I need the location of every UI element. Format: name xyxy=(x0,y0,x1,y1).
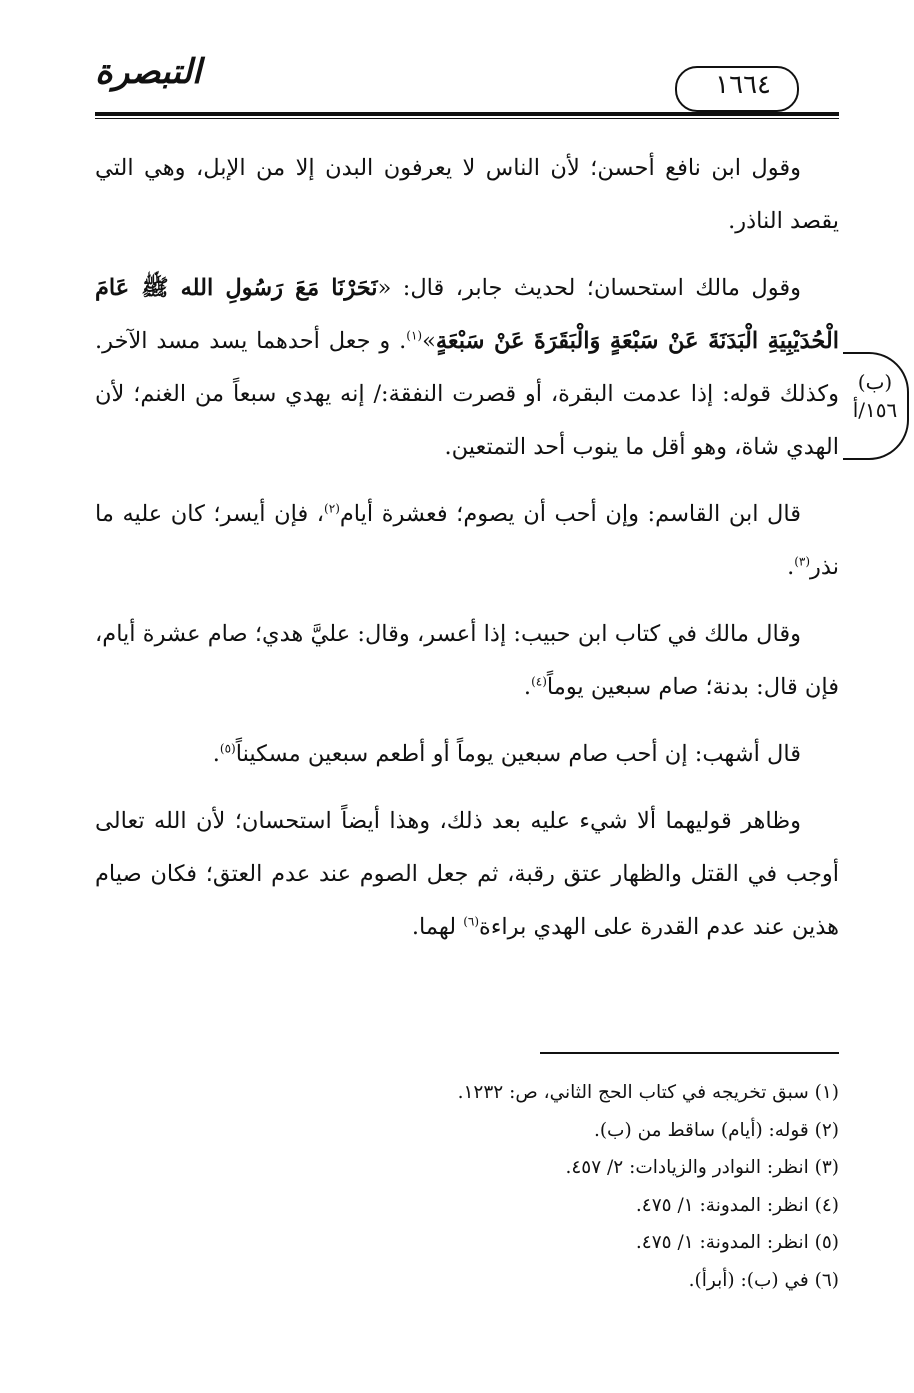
footnote-ref-1[interactable]: (١) xyxy=(406,328,423,343)
page-header xyxy=(95,48,839,120)
footnote-ref-4[interactable]: (٤) xyxy=(531,674,547,689)
margin-note-folio: ١٥٦/أ xyxy=(852,398,898,422)
footnote-ref-3[interactable]: (٣) xyxy=(794,554,811,569)
main-text xyxy=(95,142,839,968)
header-rule xyxy=(95,112,839,116)
paragraph-2-intro: وقول مالك استحسان؛ لحديث جابر، قال: « xyxy=(377,275,801,301)
paragraph-6 xyxy=(95,795,839,954)
header-rule-thin xyxy=(95,118,839,119)
page-number: ١٦٦٤ xyxy=(709,70,777,100)
paragraph-6-end: لهما. xyxy=(411,914,464,940)
paragraph-4-text: وقال مالك في كتاب ابن حبيب: إذا أعسر، وقال: عليَّ هدي؛ صام عشرة أيام، فإن قال: بدنة؛ صام سبعين يوماً xyxy=(95,621,839,700)
paragraph-3-end: . xyxy=(787,554,795,580)
footnote-separator xyxy=(540,1052,839,1054)
hadith-quote: نَحَرْنَا مَعَ رَسُولِ الله ﷺ عَامَ الْحُدَيْبِيَةِ الْبَدَنَةَ عَنْ سَبْعَةٍ وَالْبَقَرَةَ عَنْ سَبْعَةٍ xyxy=(95,275,839,354)
paragraph-5 xyxy=(95,728,839,781)
footnote-4: (٤) انظر: المدونة: ١/ ٤٧٥. xyxy=(635,1194,839,1216)
footnotes xyxy=(95,1074,839,1299)
quote-close: » xyxy=(422,328,436,354)
paragraph-4 xyxy=(95,608,839,714)
footnote-1: (١) سبق تخريجه في كتاب الحج الثاني، ص: ١٢٣٢. xyxy=(457,1082,839,1103)
footnote-3: (٣) انظر: النوادر والزيادات: ٢/ ٤٥٧. xyxy=(565,1157,839,1178)
paragraph-5-end: . xyxy=(212,741,220,767)
footnote-ref-6[interactable]: (٦) xyxy=(463,914,480,929)
paragraph-5-text: قال أشهب: إن أحب صام سبعين يوماً أو أطعم سبعين مسكيناً xyxy=(235,741,801,767)
manuscript-margin-note xyxy=(843,352,909,460)
footnote-2: (٢) قوله: (أيام) ساقط من (ب). xyxy=(593,1119,839,1141)
footnote-5: (٥) انظر: المدونة: ١/ ٤٧٥. xyxy=(635,1232,839,1253)
footnote-6: (٦) في (ب): (أبرأ). xyxy=(688,1269,839,1291)
margin-note-manuscript: (ب) xyxy=(857,370,893,394)
paragraph-2 xyxy=(95,262,839,474)
paragraph-3-text: قال ابن القاسم: وإن أحب أن يصوم؛ فعشرة أيام xyxy=(339,501,801,527)
footnote-ref-2[interactable]: (٢) xyxy=(324,501,340,516)
paragraph-6-text: وظاهر قوليهما ألا شيء عليه بعد ذلك، وهذا أيضاً استحسان؛ لأن الله تعالى أوجب في القتل والظهار عتق رقبة، ثم جعل الصوم عند عدم العتق؛ فكان صيام هذين عند عدم القدرة على الهدي براءة xyxy=(95,808,839,940)
paragraph-4-end: . xyxy=(523,674,532,700)
paragraph-1: وقول ابن نافع أحسن؛ لأن الناس لا يعرفون البدن إلا من الإبل، وهي التي يقصد الناذر. xyxy=(95,155,839,234)
paragraph-2-rest: . و جعل أحدهما يسد مسد الآخر. وكذلك قوله: إذا عدمت البقرة، أو قصرت النفقة:/ إنه يهدي سبعاً من الغنم؛ لأن الهدي شاة، وهو أقل ما ينوب أحد التمتعين. xyxy=(95,328,839,460)
footnote-ref-5[interactable]: (٥) xyxy=(219,741,236,756)
book-title: التبصرة xyxy=(95,52,202,92)
paragraph-3 xyxy=(95,488,839,594)
paragraph-3-mid: ، فإن أيسر؛ كان عليه ما نذر xyxy=(95,501,839,580)
